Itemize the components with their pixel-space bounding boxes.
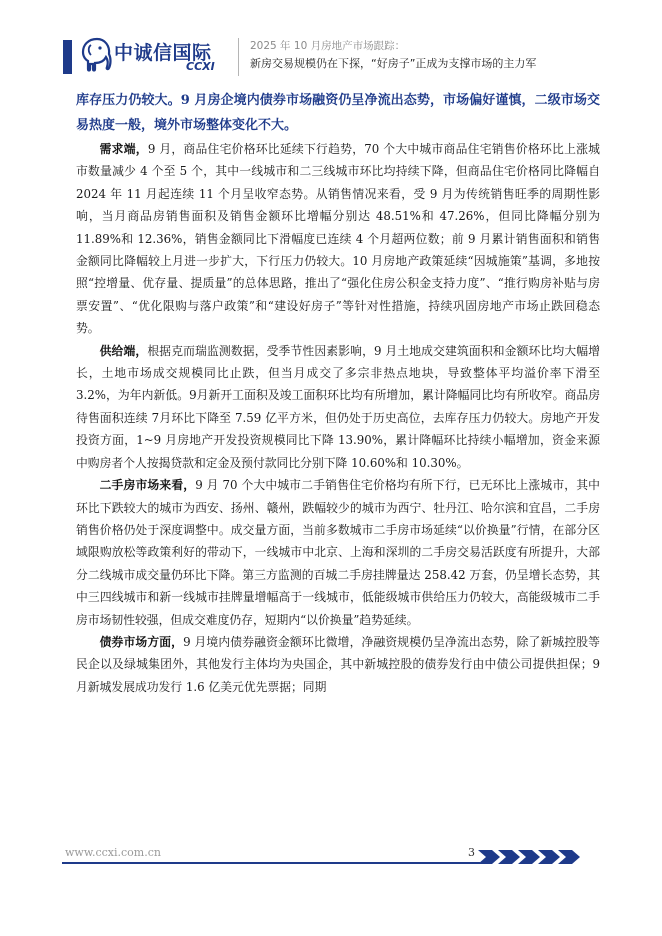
document-body bbox=[76, 88, 600, 698]
paragraph-lead-in: 需求端， bbox=[99, 142, 148, 156]
header-divider bbox=[238, 38, 239, 76]
brand-name-cn: 中诚信国际 bbox=[114, 42, 212, 64]
paragraph-demand bbox=[76, 138, 600, 340]
paragraph-secondhand bbox=[76, 474, 600, 631]
footer-chevron-decoration-icon bbox=[478, 850, 588, 864]
brand-name-en: CCXI bbox=[186, 60, 215, 73]
lead-summary: 库存压力仍较大。9 月房企境内债券市场融资仍呈净流出态势，市场偏好谨慎，二级市场交易热度一般，境外市场整体变化不大。 bbox=[76, 93, 600, 133]
page-header bbox=[0, 0, 662, 86]
footer-rule bbox=[62, 862, 480, 864]
paragraph-lead-in: 债券市场方面， bbox=[99, 634, 184, 649]
paragraph-text: 9 月，商品住宅价格环比延续下行趋势，70 个大中城市商品住宅销售价格环比上涨城市数量减少 4 个至 5 个，其中一线城市和二三线城市环比均持续下降，但商品住宅价格同比降幅自 2024 年 11 月起连续 11 个月呈收窄态势。从销售情况来看，受 9 月为传统销售旺季的周期性影响，当月商品房销售面积及销售金额环比增幅分别达 48.51%和 47.26%，但同比降幅分别为 11.89%和 12.36%，销售金额同比下滑幅度已连续 4 个月超两位数；前 9 月累计销售面积和销售金额同比降幅较上月进一步扩大，下行压力仍较大。10 月房地产政策延续“因城施策”基调，多地按照“控增量、优存量、提质量”的总体思路，推出了“强化住房公积金支持力度”、“推行购房补贴与房票安置”、“优化限购与落户政策”和“建设好房子”等针对性措施，持续巩固房地产市场止跌回稳态势。 bbox=[76, 142, 600, 336]
paragraph-lead-in: 供给端， bbox=[99, 343, 148, 358]
header-accent-bar bbox=[63, 40, 72, 74]
report-title: 新房交易规模仍在下探，“好房子”正成为支撑市场的主力军 bbox=[250, 57, 537, 70]
footer-website-link[interactable]: www.ccxi.com.cn bbox=[65, 846, 161, 859]
report-series: 2025 年 10 月房地产市场跟踪： bbox=[250, 40, 406, 52]
paragraph-text: 根据克而瑞监测数据，受季节性因素影响，9 月土地成交建筑面积和金额环比均大幅增长，土地市场成交规模同比止跌，但当月成交了多宗非热点地块，导致整体平均溢价率下滑至 3.2%，为年内新低。9月新开工面积及竣工面积环比均有所增加，累计降幅同比均有所收窄。商品房待售面积连续 7月环比下降至 7.59 亿平方米，但仍处于历史高位，去库存压力仍较大。房地产开发投资方面，1~9 月房地产开发投资规模同比下降 13.90%，累计降幅环比持续小幅增加，资金来源中购房者个人按揭贷款和定金及预付款同比分别下降 10.60%和 10.30%。 bbox=[76, 343, 600, 470]
paragraph-text: 9 月境内债券融资金额环比微增，净融资规模仍呈净流出态势，除了新城控股等民企以及绿城集团外，其他发行主体均为央国企，其中新城控股的债券发行由中债公司提供担保；9 月新城发展成功发行 1.6 亿美元优先票据；同期 bbox=[76, 634, 600, 694]
elephant-logo-icon bbox=[80, 36, 114, 74]
paragraph-supply bbox=[76, 340, 600, 474]
brand-logo bbox=[80, 36, 230, 78]
page-number: 3 bbox=[468, 846, 475, 859]
paragraph-text: 9 月 70 个大中城市二手销售住宅价格均有所下行，已无环比上涨城市，其中环比下跌较大的城市为西安、扬州、赣州，跌幅较少的城市为西宁、牡丹江、哈尔滨和宜昌，二手房销售价格仍处于深度调整中。成交量方面，当前多数城市二手房市场延续“以价换量”行情，在部分区域限购放松等政策利好的带动下，一线城市中北京、上海和深圳的二手房交易活跃度有所提升，大部分二线城市成交量仍环比下降。第三方监测的百城二手房挂牌量达 258.42 万套，仍呈增长态势，其中三四线城市和新一线城市挂牌量增幅高于一线城市，低能级城市供给压力仍较大，高能级城市二手房市场韧性较强，但成交难度仍存，短期内“以价换量”趋势延续。 bbox=[76, 478, 600, 627]
paragraph-lead-in: 二手房市场来看， bbox=[99, 478, 196, 493]
paragraph-bond-market bbox=[76, 631, 600, 698]
